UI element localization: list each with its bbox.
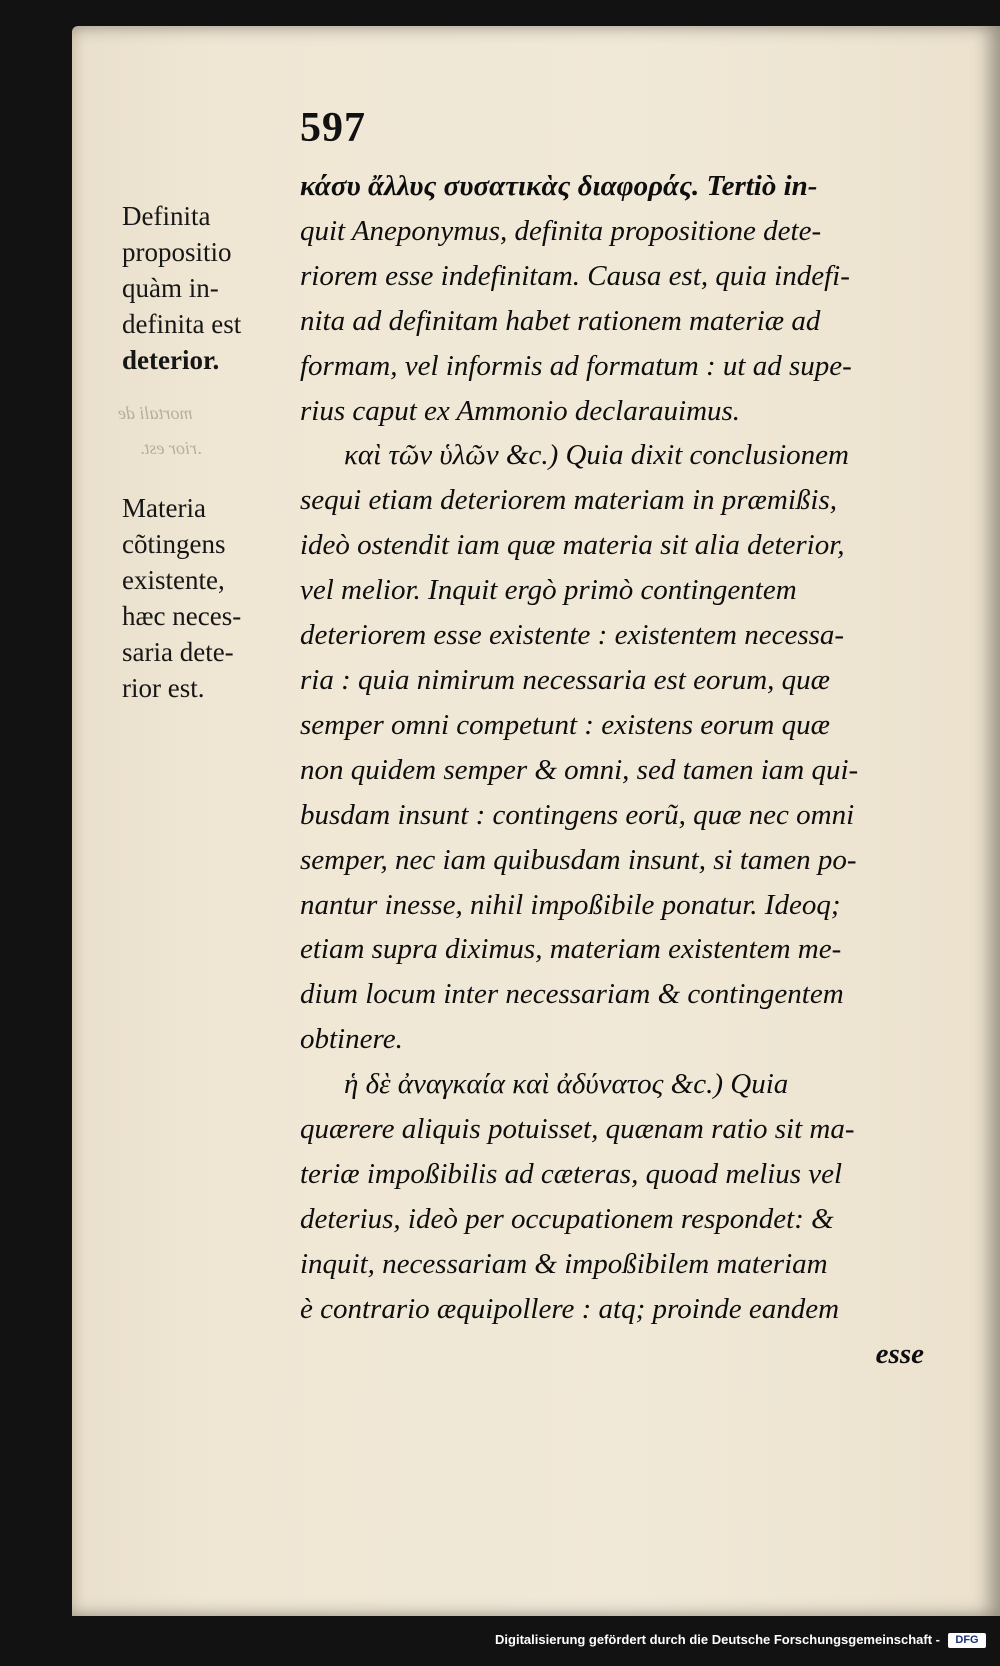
text-line: dium locum inter necessariam & contingentem — [300, 978, 844, 1011]
margin-note-line: Definita — [122, 201, 211, 231]
text-line: ideò ostendit iam quæ materia sit alia deterior, — [300, 529, 845, 562]
text-line: deteriorem esse existente : existentem necessa- — [300, 619, 845, 652]
text-line: nantur inesse, nihil impoßibile ponatur. Ideoq; — [300, 888, 841, 921]
text-line: etiam supra diximus, materiam existentem me- — [300, 933, 842, 966]
text-line: vel melior. Inquit ergò primò contingentem — [300, 574, 797, 607]
margin-note-line: hæc neces- — [122, 601, 242, 631]
margin-note-line: saria dete- — [122, 637, 234, 667]
text-line: inquit, necessariam & impoßibilem materiam — [300, 1247, 828, 1280]
margin-note-line: definita est — [122, 309, 242, 339]
text-line: semper omni competunt : existens eorum quæ — [300, 708, 830, 741]
main-text — [300, 164, 924, 1376]
digitization-credit: Digitalisierung gefördert durch die Deutsche Forschungsgemeinschaft - — [495, 1632, 940, 1647]
margin-note-line: quàm in- — [122, 273, 219, 303]
text-line: non quidem semper & omni, sed tamen iam qui- — [300, 753, 859, 786]
margin-note-line: cõtingens — [122, 529, 226, 559]
text-line: sequi etiam deteriorem materiam in præmißis, — [300, 484, 837, 517]
margin-note-line: propositio — [122, 237, 232, 267]
catchword: esse — [875, 1337, 924, 1370]
page-number: 597 — [300, 105, 366, 151]
text-line: obtinere. — [300, 1023, 403, 1056]
text-line: teriæ impoßibilis ad cæteras, quoad melius vel — [300, 1157, 843, 1190]
margin-note-line: Materia — [122, 493, 206, 523]
margin-note-line: existente, — [122, 565, 225, 595]
dfg-logo: DFG — [948, 1633, 986, 1648]
bleed-through-text: .rior est. — [140, 438, 202, 458]
text-line: quit Aneponymus, definita propositione dete- — [300, 214, 822, 247]
text-line: rius caput ex Ammonio declarauimus. — [300, 394, 741, 427]
text-line: formam, vel informis ad formatum : ut ad supe- — [300, 349, 852, 382]
margin-note-line: deterior. — [122, 345, 220, 375]
text-line: nita ad definitam habet rationem materiæ ad — [300, 304, 821, 337]
margin-note-materia — [122, 490, 241, 706]
margin-note-definita — [122, 198, 241, 378]
text-line: riorem esse indefinitam. Causa est, quia indefi- — [300, 259, 850, 292]
text-line: ria : quia nimirum necessaria est eorum, quæ — [300, 663, 831, 696]
text-line: ἡ δὲ ἀναγκαία καὶ ἀδύνατος &c.) Quia — [344, 1068, 789, 1101]
text-line: κάσυ ἄλλυς συσατικὰς διαφοράς. Tertiò in- — [300, 170, 818, 202]
margin-note-line: rior est. — [122, 673, 205, 703]
text-line: καὶ τῶν ὑλῶν &c.) Quia dixit conclusionem — [344, 439, 849, 472]
text-line: deterius, ideò per occupationem respondet: & — [300, 1202, 834, 1235]
bleed-through-text: mortali de — [118, 403, 193, 423]
text-line: busdam insunt : contingens eorũ, quæ nec omni — [300, 798, 855, 831]
text-line: quærere aliquis potuisset, quænam ratio sit ma- — [300, 1113, 855, 1146]
text-line: semper, nec iam quibusdam insunt, si tamen po- — [300, 843, 857, 876]
text-line: è contrario æquipollere : atq; proinde eandem — [300, 1292, 840, 1325]
